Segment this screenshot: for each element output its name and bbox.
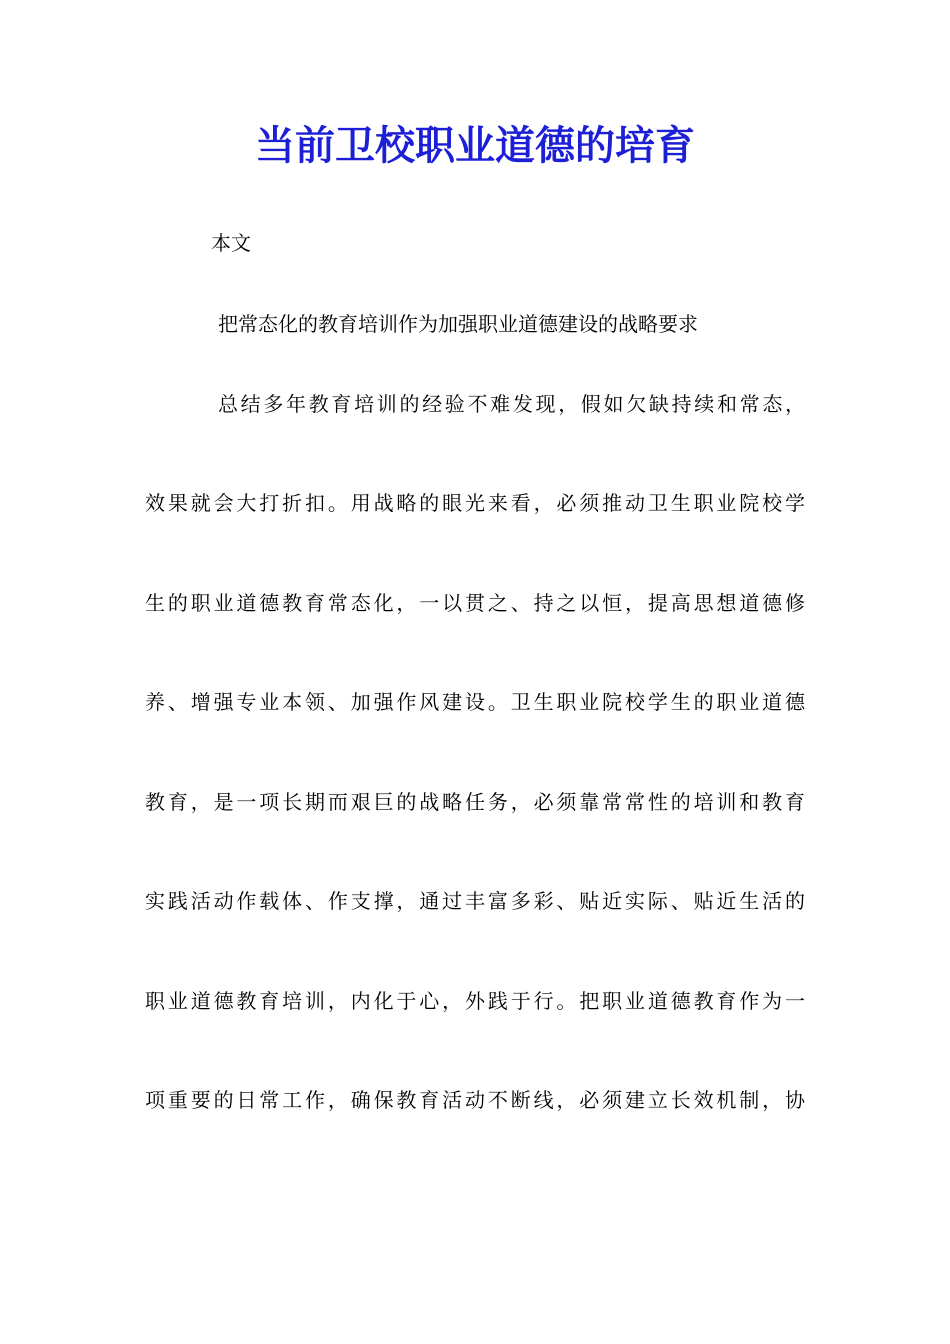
paragraph-line: 项重要的日常工作，确保教育活动不断线，必须建立长效机制，协 — [145, 1088, 805, 1112]
section-heading: 把常态化的教育培训作为加强职业道德建设的战略要求 — [218, 312, 698, 336]
paragraph-line: 教育，是一项长期而艰巨的战略任务，必须靠常常性的培训和教育 — [145, 790, 805, 814]
paragraph-line: 总结多年教育培训的经验不难发现，假如欠缺持续和常态， — [218, 392, 805, 416]
paragraph-line: 生的职业道德教育常态化，一以贯之、持之以恒，提高思想道德修 — [145, 591, 805, 615]
paragraph-line: 养、增强专业本领、加强作风建设。卫生职业院校学生的职业道德 — [145, 690, 805, 714]
paragraph-line: 实践活动作载体、作支撑，通过丰富多彩、贴近实际、贴近生活的 — [145, 889, 805, 913]
document-title: 当前卫校职业道德的培育 — [255, 122, 695, 169]
byline: 本文 — [211, 231, 251, 255]
paragraph-line: 职业道德教育培训，内化于心，外践于行。把职业道德教育作为一 — [145, 989, 805, 1013]
paragraph-line: 效果就会大打折扣。用战略的眼光来看，必须推动卫生职业院校学 — [145, 491, 805, 515]
